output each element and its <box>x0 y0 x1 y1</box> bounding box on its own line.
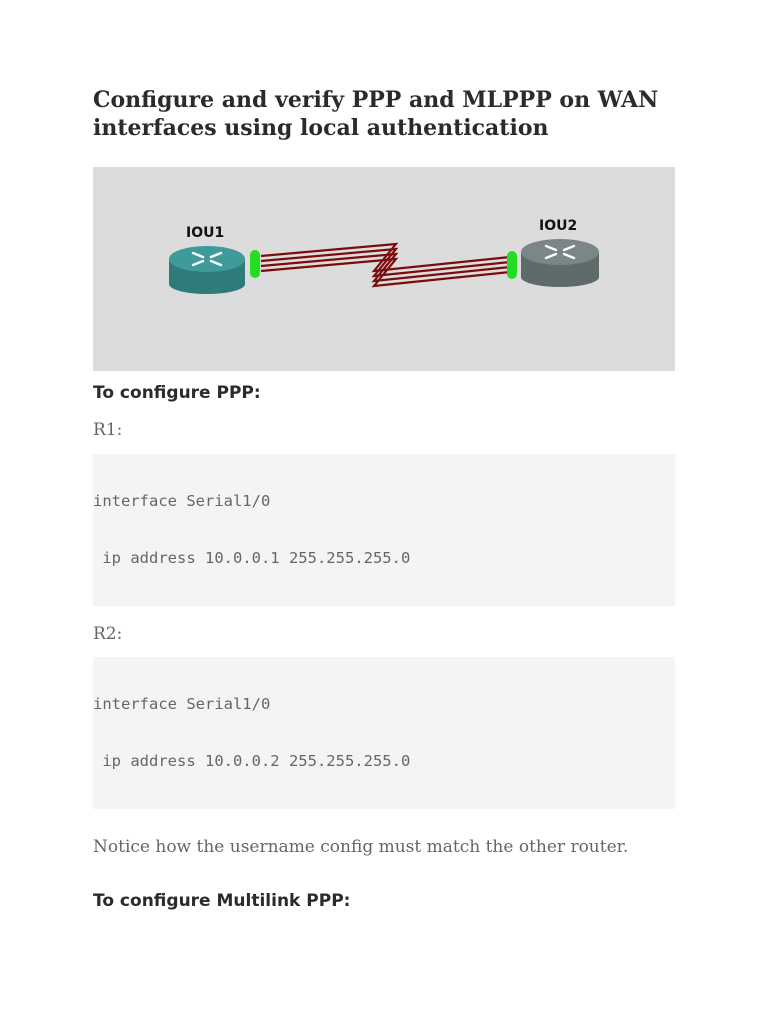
r1-label: R1: <box>93 420 123 440</box>
code-line: ip address 10.0.0.1 255.255.255.0 <box>93 549 411 567</box>
page-title: Configure and verify PPP and MLPPP on WAN interfaces using local authentication <box>93 87 659 141</box>
router-iou2[interactable] <box>507 239 599 287</box>
section-heading-ppp: To configure PPP: <box>93 383 261 403</box>
router-iou1-port <box>250 250 260 278</box>
code-line: interface Serial1/0 <box>93 492 271 510</box>
code-line: ip address 10.0.0.2 255.255.255.0 <box>93 752 411 770</box>
router-iou1-label: IOU1 <box>186 225 225 241</box>
r2-label: R2: <box>93 624 123 644</box>
router-iou1[interactable] <box>169 246 260 294</box>
r2-config-code <box>93 657 675 809</box>
router-iou2-top <box>521 239 599 265</box>
code-line: interface Serial1/0 <box>93 695 271 713</box>
section-heading-mlppp: To configure Multilink PPP: <box>93 891 351 911</box>
router-iou2-label: IOU2 <box>539 218 578 234</box>
router-iou1-top <box>169 246 245 272</box>
network-topology-diagram <box>93 167 675 371</box>
r1-config-code <box>93 454 675 606</box>
router-iou2-port <box>507 251 517 279</box>
username-note: Notice how the username config must match the other router. <box>93 837 629 857</box>
serial-links <box>261 244 510 286</box>
topology-svg <box>93 167 675 371</box>
